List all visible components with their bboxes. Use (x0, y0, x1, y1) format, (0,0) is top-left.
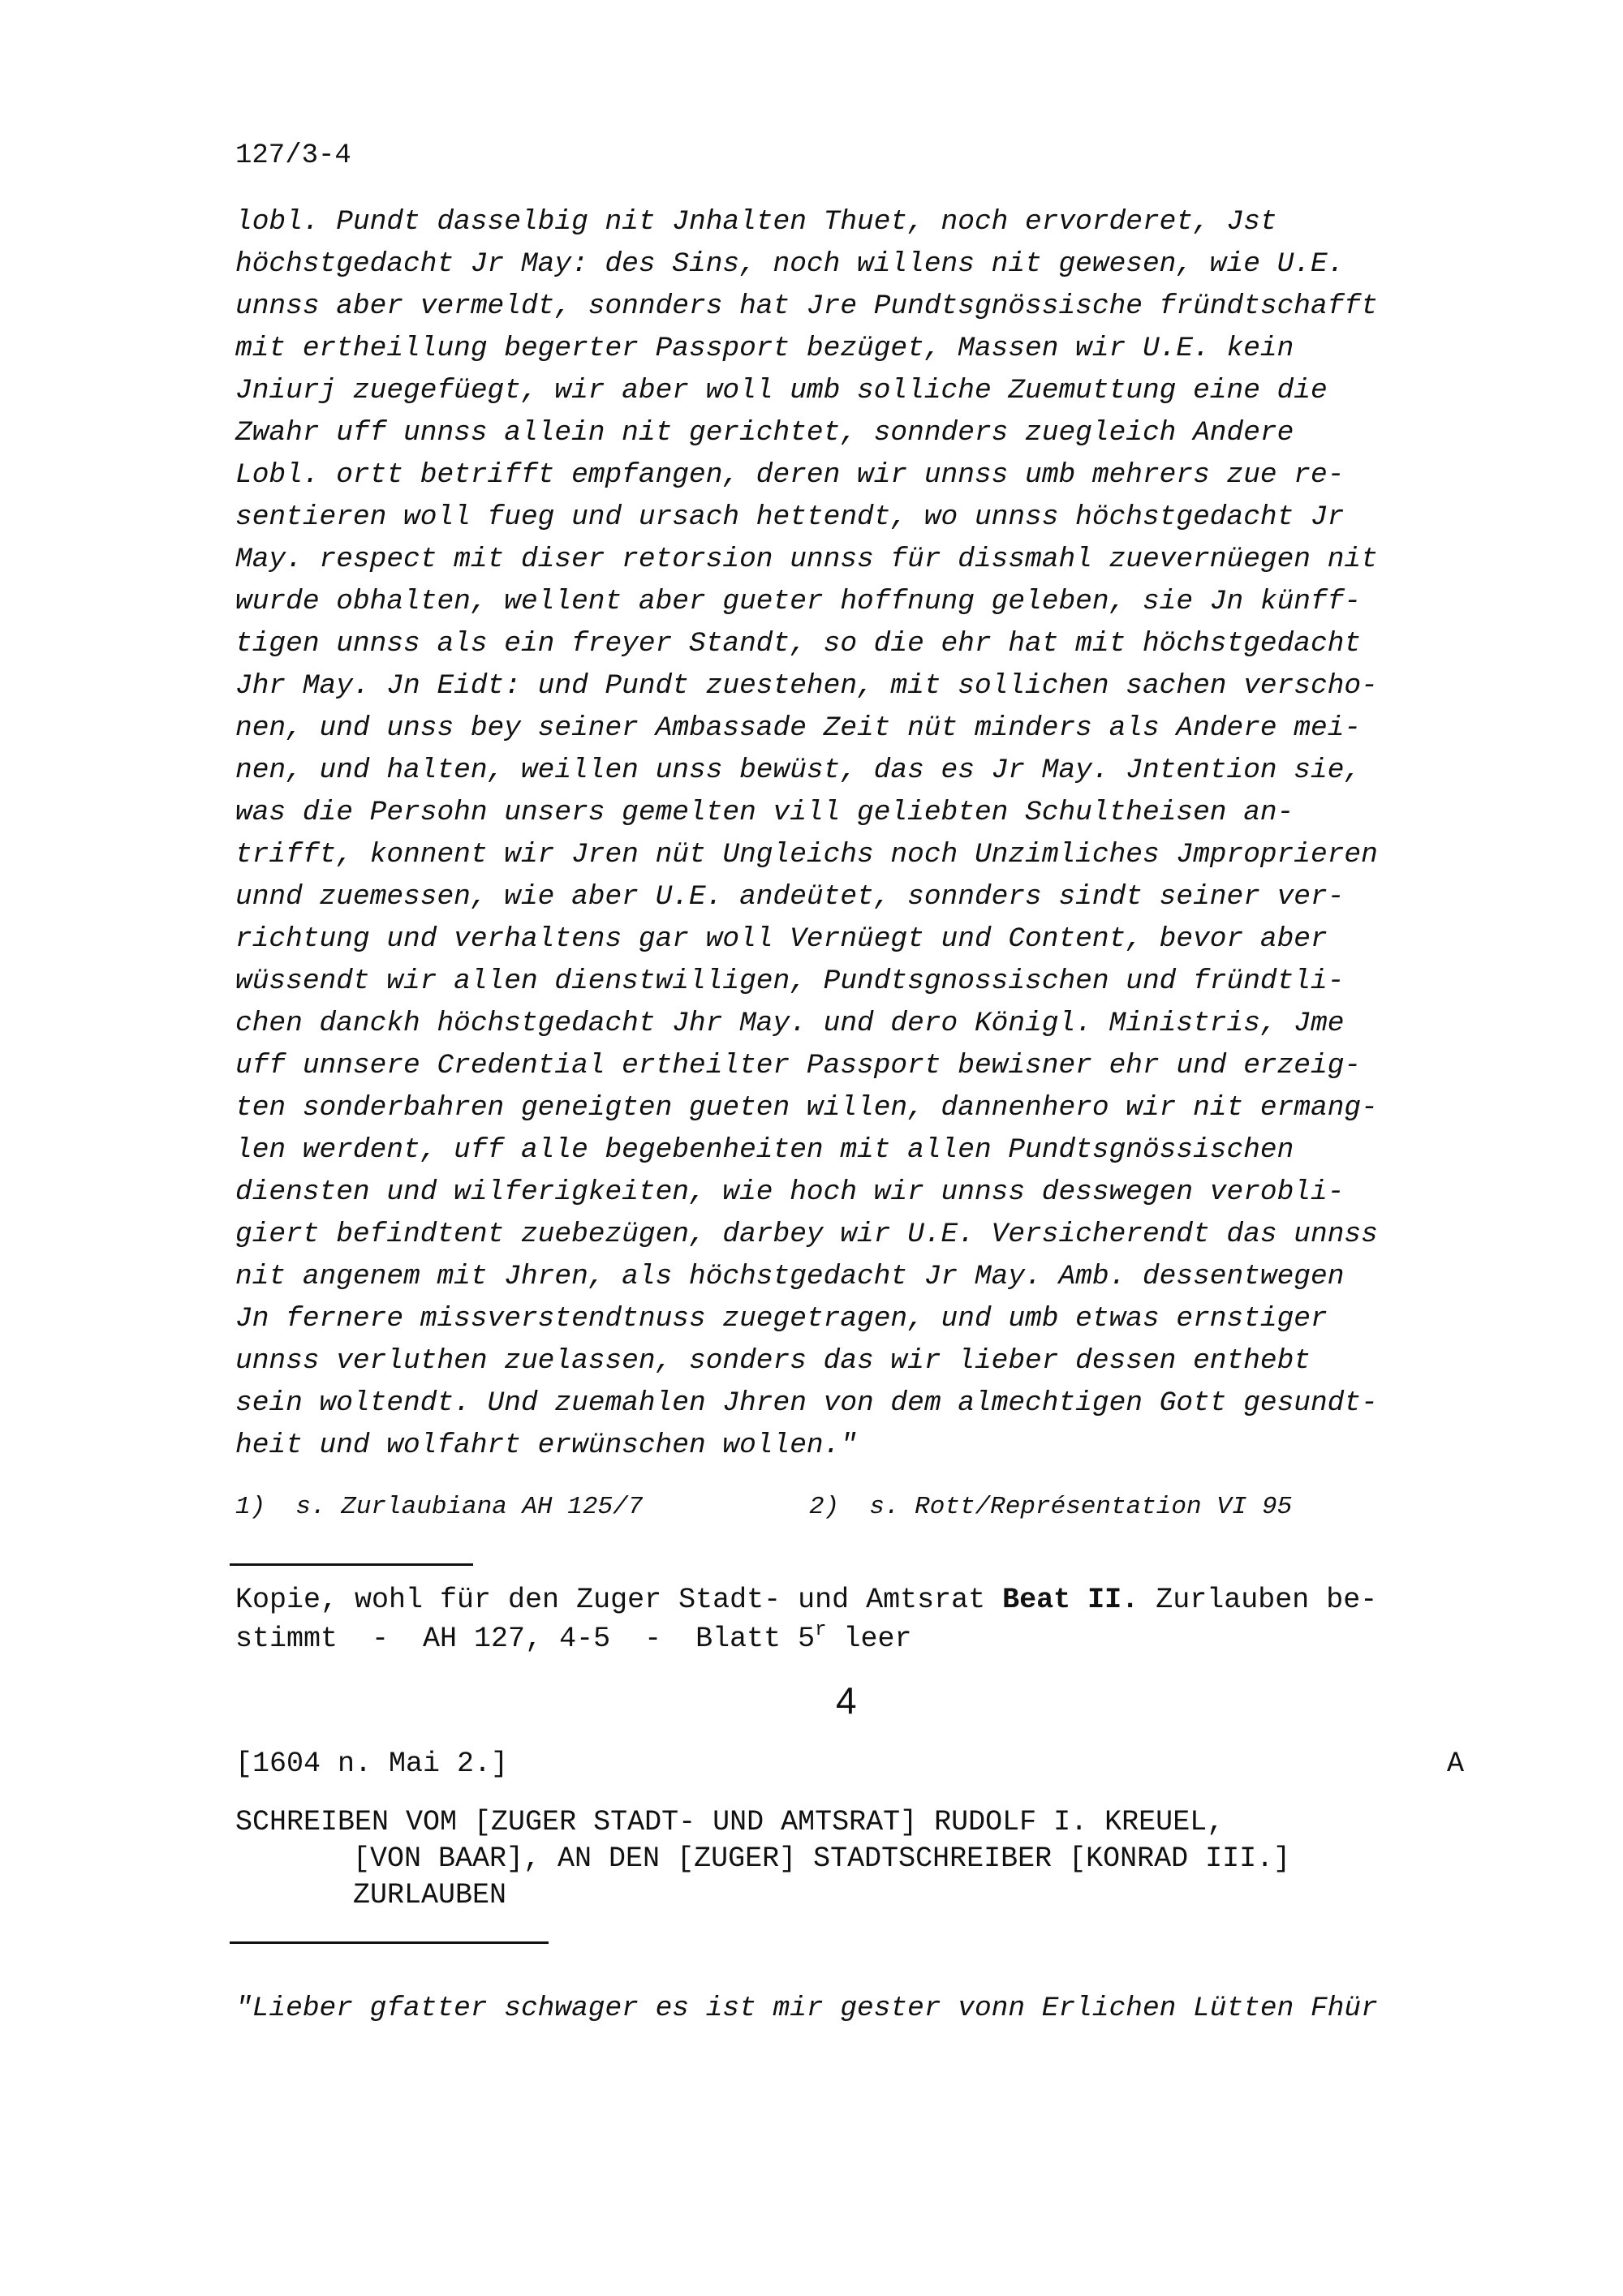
document-number: 4 (836, 1679, 857, 1722)
footnotes (235, 1491, 1292, 1524)
heading-line: SCHREIBEN VOM [ZUGER STADT- UND AMTSRAT] RUDOLF I. KREUEL, (235, 1806, 1225, 1838)
document-heading (235, 1804, 1290, 1914)
body-line: Jn fernere missverstendtnuss zuegetragen, und umb etwas ernstiger (235, 1303, 1328, 1335)
body-line: wurde obhalten, wellent aber gueter hoffnung geleben, sie Jn künff- (235, 586, 1362, 617)
body-line: len werdent, uff alle begebenheiten mit allen Pundtsgnössischen (235, 1134, 1294, 1166)
body-line: Zwahr uff unnss allein nit gerichtet, sonnders zuegleich Andere (235, 417, 1294, 449)
body-line: richtung und verhaltens gar woll Vernüegt und Content, bevor aber (235, 923, 1328, 955)
body-line: mit ertheillung begerter Passport bezüget, Massen wir U.E. kein (235, 333, 1294, 364)
body-line: Lobl. ortt betrifft empfangen, deren wir unnss umb mehrers zue re- (235, 459, 1345, 491)
body-line: sentieren woll fueg und ursach hettendt, wo unnss höchstgedacht Jr (235, 501, 1345, 533)
body-line: tigen unnss als ein freyer Standt, so die ehr hat mit höchstgedacht (235, 628, 1362, 660)
body-line: was die Persohn unsers gemelten vill geliebten Schultheisen an- (235, 797, 1294, 828)
body-line: diensten und wilferigkeiten, wie hoch wir unnss desswegen verobli- (235, 1176, 1345, 1208)
letter-body-text (235, 201, 1378, 1467)
source-note (235, 1580, 1377, 1658)
body-line: sein woltendt. Und zuemahlen Jhren von dem almechtigen Gott gesundt- (235, 1387, 1378, 1419)
heading-divider (230, 1941, 549, 1944)
heading-line: ZURLAUBEN (353, 1879, 507, 1911)
body-line: lobl. Pundt dasselbig nit Jnhalten Thuet, noch ervorderet, Jst (235, 206, 1277, 238)
source-note-text: stimmt - AH 127, 4-5 - Blatt 5 (235, 1623, 816, 1655)
body-line: wüssendt wir allen dienstwilligen, Pundtsgnossischen und fründtli- (235, 965, 1345, 997)
body-line: giert befindtent zuebezügen, darbey wir U.E. Versicherendt das unnss (235, 1219, 1378, 1250)
body-line: chen danckh höchstgedacht Jhr May. und dero Königl. Ministris, Jme (235, 1008, 1345, 1039)
folio-superscript: r (815, 1619, 827, 1641)
body-line: Jniurj zuegefüegt, wir aber woll umb solliche Zuemuttung eine die (235, 375, 1328, 406)
body-line: May. respect mit diser retorsion unnss für dissmahl zuevernüegen nit (235, 544, 1378, 575)
body-line: trifft, konnent wir Jren nüt Ungleichs noch Unzimliches Jmproprieren (235, 839, 1378, 871)
source-note-text: Zurlauben be- (1139, 1584, 1378, 1616)
footnote-2: 2) s. Rott/Représentation VI 95 (808, 1493, 1293, 1521)
document-date: [1604 n. Mai 2.] (235, 1748, 509, 1780)
body-line: nen, und halten, weillen unss bewüst, das es Jr May. Jntention sie, (235, 755, 1362, 786)
source-note-bold-name: Beat II. (1002, 1584, 1139, 1616)
body-line: uff unnsere Credential ertheilter Passport bewisner ehr und erzeig- (235, 1050, 1362, 1081)
page-reference: 127/3-4 (235, 140, 351, 171)
body-line: nit angenem mit Jhren, als höchstgedacht Jr May. Amb. dessentwegen (235, 1261, 1345, 1292)
footnote-divider (230, 1563, 473, 1566)
source-note-text: Kopie, wohl für den Zuger Stadt- und Amtsrat (235, 1584, 1003, 1616)
heading-line: [VON BAAR], AN DEN [ZUGER] STADTSCHREIBER [KONRAD III.] (353, 1842, 1291, 1875)
body-line: nen, und unss bey seiner Ambassade Zeit nüt minders als Andere mei- (235, 712, 1362, 744)
body-line: ten sonderbahren geneigten gueten willen, dannenhero wir nit ermang- (235, 1092, 1378, 1124)
letter-quote-start: "Lieber gfatter schwager es ist mir gester vonn Erlichen Lütten Fhür (235, 1993, 1378, 2024)
document-letter-mark: A (1447, 1748, 1465, 1780)
body-line: höchstgedacht Jr May: des Sins, noch willens nit gewesen, wie U.E. (235, 248, 1345, 280)
source-note-text: leer (826, 1623, 912, 1655)
body-line: heit und wolfahrt erwünschen wollen." (235, 1430, 858, 1461)
body-line: Jhr May. Jn Eidt: und Pundt zuestehen, mit sollichen sachen verscho- (235, 670, 1378, 702)
body-line: unnd zuemessen, wie aber U.E. andeütet, sonnders sindt seiner ver- (235, 881, 1345, 913)
footnote-1: 1) s. Zurlaubiana AH 125/7 (235, 1493, 644, 1521)
body-line: unnss aber vermeldt, sonnders hat Jre Pundtsgnössische fründtschafft (235, 290, 1378, 322)
body-line: unnss verluthen zuelassen, sonders das wir lieber dessen enthebt (235, 1345, 1311, 1377)
